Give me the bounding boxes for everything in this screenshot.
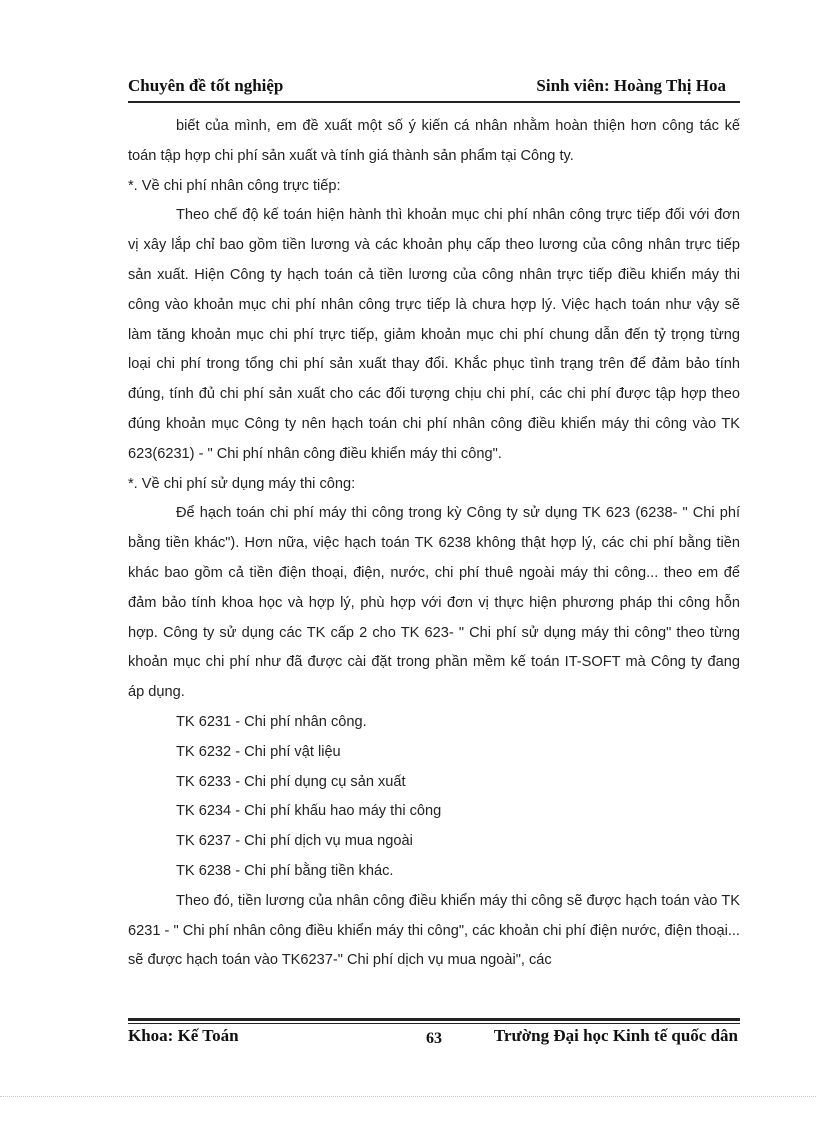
page-number: 63: [426, 1030, 442, 1047]
footer-faculty: Khoa: Kế Toán: [128, 1026, 239, 1045]
footer-university: Trường Đại học Kinh tế quốc dân: [493, 1026, 738, 1045]
header-student: Sinh viên: Hoàng Thị Hoa: [536, 76, 726, 95]
paragraph: biết của mình, em đề xuất một số ý kiến cá nhân nhằm hoàn thiện hơn công tác kế toán tập hợp chi phí sản xuất và tính giá thành sản phẩm tại Công ty.: [128, 118, 740, 164]
header-title: Chuyên đề tốt nghiệp: [128, 76, 284, 95]
account-list-item: TK 6237 - Chi phí dịch vụ mua ngoài: [176, 833, 413, 850]
page-bottom-edge: [0, 1096, 816, 1097]
section-heading: *. Về chi phí nhân công trực tiếp:: [128, 177, 341, 194]
paragraph: Theo chế độ kế toán hiện hành thì khoản mục chi phí nhân công trực tiếp đối với đơn vị xây lắp chỉ bao gồm tiền lương và các khoản phụ cấp theo lương của công nhân trực tiếp sản xuất. Hiện Công ty hạch toán cả tiền lương của công nhân trực tiếp điều khiển máy thi công vào khoản mục chi phí nhân công trực tiếp là chưa hợp lý. Việc hạch toán như vậy sẽ làm tăng khoản mục chi phí trực tiếp, giảm khoản mục chi phí chung dẫn đến tỷ trọng từng loại chi phí trong tổng chi phí sản xuất thay đổi. Khắc phục tình trạng trên để đảm bảo tính đúng, tính đủ chi phí sản xuất cho các đối tượng chịu chi phí, các chi phí được tập hợp theo đúng khoản mục Công ty nên hạch toán chi phí nhân công điều khiển máy thi công vào TK 623(6231) - " Chi phí nhân công điều khiển máy thi công".: [128, 207, 740, 462]
account-list-item: TK 6232 - Chi phí vật liệu: [176, 743, 341, 760]
page-footer: [128, 1026, 740, 1052]
account-list-item: TK 6231 - Chi phí nhân công.: [176, 713, 367, 730]
paragraph: Theo đó, tiền lương của nhân công điều khiển máy thi công sẽ được hạch toán vào TK 6231 - " Chi phí nhân công điều khiển máy thi công", các khoản chi phí điện nước, điện thoại... sẽ được hạch toán vào TK6237-" Chi phí dịch vụ mua ngoài", các: [128, 892, 740, 969]
body-text: [128, 112, 740, 976]
footer-divider-thick: [128, 1018, 740, 1021]
account-list-item: TK 6238 - Chi phí bằng tiền khác.: [176, 862, 394, 879]
page-header: [128, 76, 740, 102]
footer-divider-thin: [128, 1023, 740, 1024]
account-list-item: TK 6233 - Chi phí dụng cụ sản xuất: [176, 773, 406, 790]
paragraph: Để hạch toán chi phí máy thi công trong kỳ Công ty sử dụng TK 623 (6238- " Chi phí bằng tiền khác"). Hơn nữa, việc hạch toán TK 6238 không thật hợp lý, các chi phí bằng tiền khác bao gồm cả tiền điện thoại, điện, nước, chi phí thuê ngoài máy thi công... theo em để đảm bảo tính khoa học và hợp lý, phù hợp với đơn vị thực hiện phương pháp thi công hỗn hợp. Công ty sử dụng các TK cấp 2 cho TK 623- " Chi phí sử dụng máy thi công" theo từng khoản mục chi phí như đã được cài đặt trong phần mềm kế toán IT-SOFT mà Công ty đang áp dụng.: [128, 505, 740, 701]
section-heading: *. Về chi phí sử dụng máy thi công:: [128, 475, 356, 492]
account-list-item: TK 6234 - Chi phí khấu hao máy thi công: [176, 803, 442, 820]
header-divider: [128, 101, 740, 103]
